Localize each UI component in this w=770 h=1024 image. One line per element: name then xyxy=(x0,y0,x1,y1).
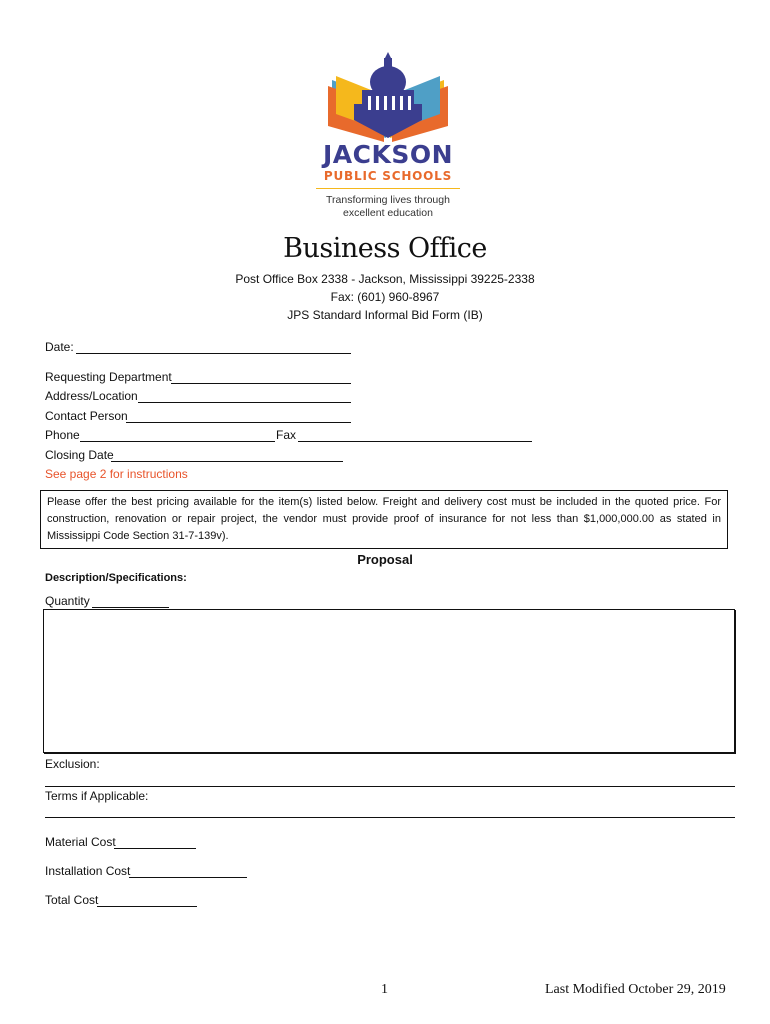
logo-name-line1: JACKSON xyxy=(322,140,454,169)
fax-field[interactable] xyxy=(298,428,532,442)
logo-name-line2: PUBLIC SCHOOLS xyxy=(323,169,453,183)
logo-emblem xyxy=(318,52,458,144)
total-cost-field[interactable] xyxy=(97,893,197,907)
proposal-heading: Proposal xyxy=(357,552,413,567)
logo-tagline-line1: Transforming lives through xyxy=(326,194,450,206)
description-label: Description/Specifications: xyxy=(45,572,187,584)
phone-field[interactable] xyxy=(80,428,275,442)
jps-logo xyxy=(318,52,458,224)
instructions-link[interactable]: See page 2 for instructions xyxy=(45,467,188,481)
office-fax: Fax: (601) 960-8967 xyxy=(330,290,440,304)
phone-label: Phone xyxy=(45,428,80,442)
total-cost-label: Total Cost xyxy=(45,893,99,907)
pricing-notice: Please offer the best pricing available for the item(s) listed below. Freight and delivery cost must be included in the quoted price. For construction, renovation or repair project, the vendor must provide proof of insurance for not less than $1,000,000.00 as stated in Mississippi Code Section 31-7-139v). xyxy=(40,490,728,549)
terms-line[interactable] xyxy=(45,817,735,818)
quantity-label: Quantity xyxy=(45,594,90,608)
last-modified: Last Modified October 29, 2019 xyxy=(545,982,726,997)
date-label: Date: xyxy=(45,340,74,354)
office-address: Post Office Box 2338 - Jackson, Mississippi 39225-2338 xyxy=(235,272,535,286)
page-number: 1 xyxy=(381,982,388,997)
material-cost-field[interactable] xyxy=(114,835,196,849)
installation-cost-label: Installation Cost xyxy=(45,864,131,878)
date-field[interactable] xyxy=(76,340,351,354)
page-title: Business Office xyxy=(283,233,487,264)
fax-label: Fax xyxy=(276,428,297,442)
terms-label: Terms if Applicable: xyxy=(45,789,149,803)
closing-date-field[interactable] xyxy=(111,448,343,462)
installation-cost-field[interactable] xyxy=(129,864,247,878)
logo-divider xyxy=(316,188,460,189)
address-location-label: Address/Location xyxy=(45,389,138,403)
contact-person-label: Contact Person xyxy=(45,409,128,423)
contact-person-field[interactable] xyxy=(126,409,351,423)
description-textarea[interactable] xyxy=(43,609,735,753)
requesting-department-label: Requesting Department xyxy=(45,370,172,384)
form-name: JPS Standard Informal Bid Form (IB) xyxy=(287,308,483,322)
exclusion-line[interactable] xyxy=(45,786,735,787)
address-location-field[interactable] xyxy=(138,389,351,403)
closing-date-label: Closing Date xyxy=(45,448,114,462)
logo-tagline-line2: excellent education xyxy=(343,207,433,219)
exclusion-label: Exclusion: xyxy=(45,757,100,771)
material-cost-label: Material Cost xyxy=(45,835,116,849)
quantity-field[interactable] xyxy=(92,594,169,608)
requesting-department-field[interactable] xyxy=(171,370,351,384)
